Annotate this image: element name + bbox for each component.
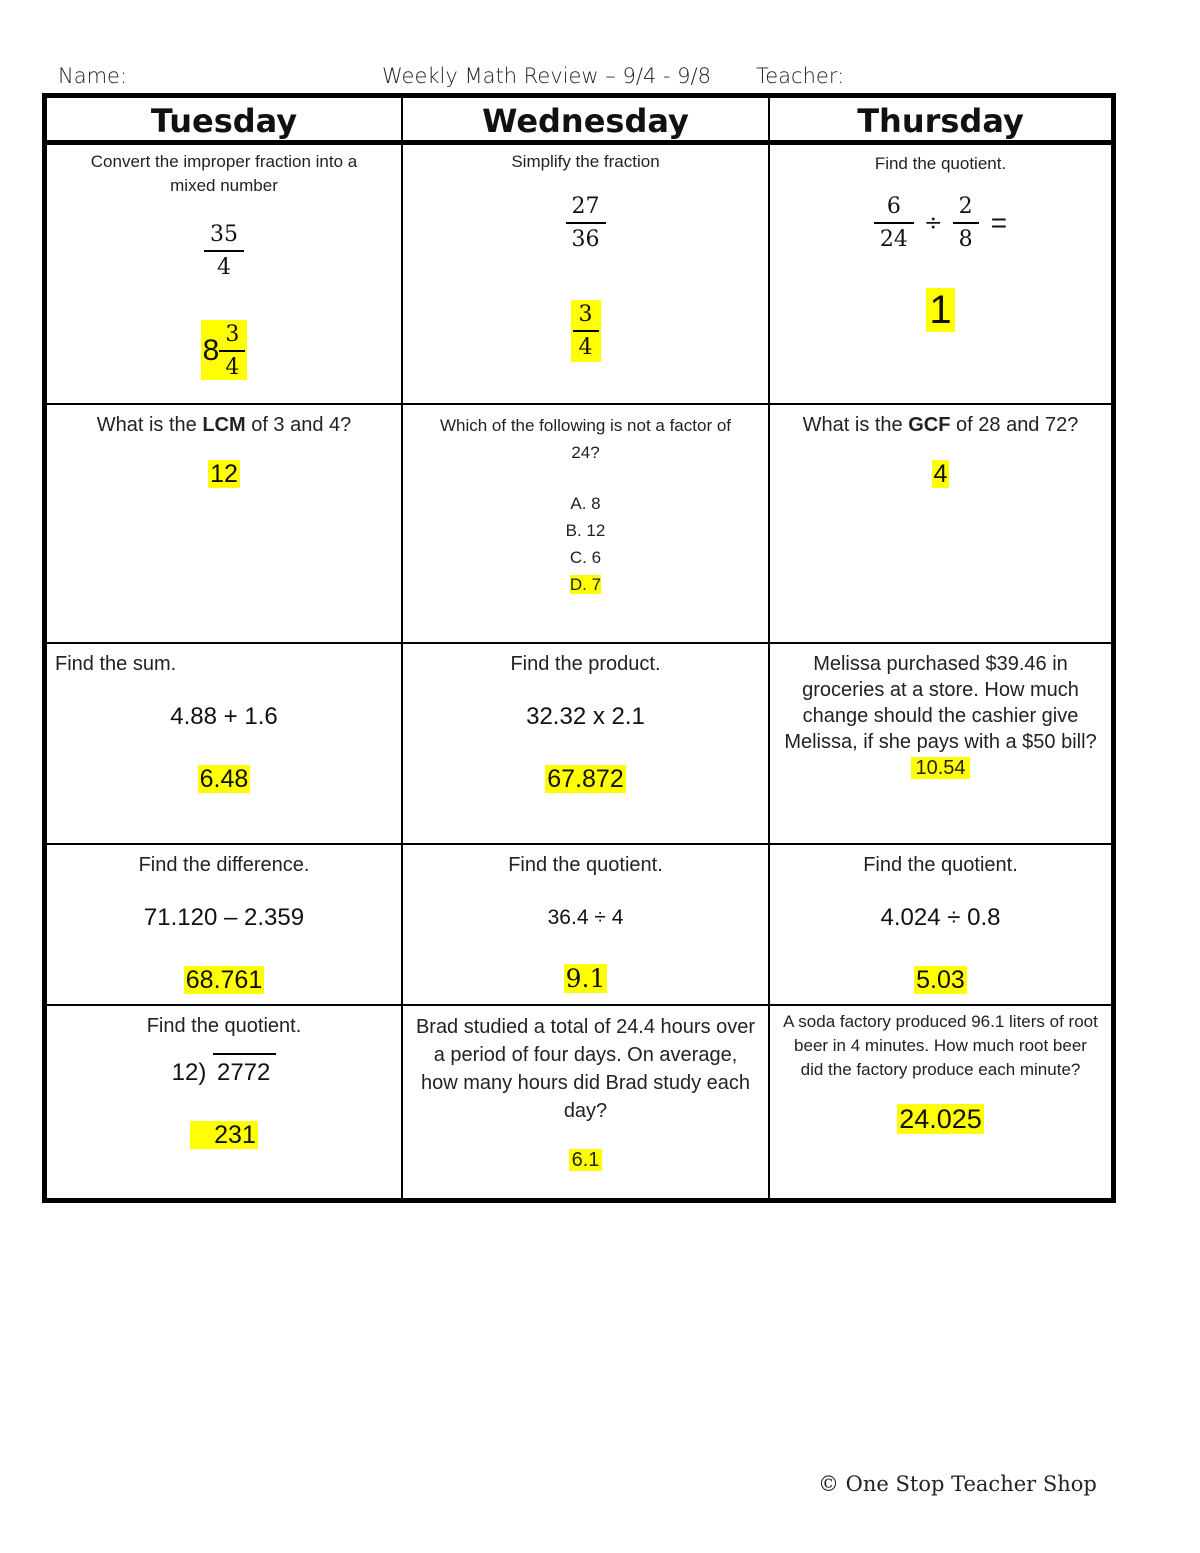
cell-tue-3 (47, 651, 401, 841)
cell-tue-5 (47, 1013, 401, 1198)
answer-options (403, 490, 768, 598)
row-divider (47, 843, 1111, 845)
cell-thu-1 (770, 152, 1111, 402)
day-header-tuesday: Tuesday (150, 102, 298, 140)
answer-fraction: $\frac{3}{4}$ (571, 300, 601, 362)
header-divider (47, 140, 1111, 145)
cell-tue-2 (47, 412, 401, 642)
expression: 4.88 + 1.6 (170, 703, 278, 730)
cell-tue-4 (47, 852, 401, 1002)
worksheet-title: Weekly Math Review – 9/4 - 9/8 (382, 64, 711, 88)
divisor: 12 (171, 1059, 199, 1086)
day-header-wednesday: Wednesday (482, 102, 689, 140)
name-label: Name: (58, 64, 128, 88)
answer: 9.1 (565, 964, 606, 993)
copyright-footer: © One Stop Teacher Shop (818, 1472, 1097, 1496)
row-divider (47, 403, 1111, 405)
question-prompt: Brad studied a total of 24.4 hours over a period of four days. On average, how many hours did Brad study each day? (415, 1016, 756, 1122)
answer: 6.1 (569, 1149, 603, 1171)
answer: 12 (210, 460, 238, 488)
question-prompt: What is the LCM of 3 and 4? (96, 414, 352, 436)
question-prompt: Find the quotient. (874, 154, 1007, 173)
answer: 1 (926, 288, 954, 332)
option-a: A. 8 (570, 494, 601, 513)
answer: 6.48 (199, 765, 249, 793)
division-expression: $\frac{6}{24}$ ÷ $\frac{2}{8}$ = (770, 194, 1111, 252)
expression: 36.4 ÷ 4 (547, 906, 624, 929)
option-c: C. 6 (569, 548, 602, 567)
answer: 5.03 (916, 966, 965, 994)
question-prompt: Melissa purchased $39.46 in groceries at a store. How much change should the cashier give Melissa, if she pays with a $50 bill? (784, 653, 1097, 753)
improper-fraction: $\frac{35}{4}$ (204, 222, 244, 280)
answer: 24.025 (899, 1104, 982, 1134)
row-divider (47, 1004, 1111, 1006)
question-prompt: A soda factory produced 96.1 liters of root beer in 4 minutes. How much root beer did the factory produce each minute? (783, 1012, 1098, 1079)
cell-wed-4 (403, 852, 768, 1002)
question-prompt: Find the quotient. (863, 854, 1018, 876)
cell-wed-3 (403, 651, 768, 841)
cell-thu-5 (770, 1010, 1111, 1198)
cell-wed-2 (403, 412, 768, 642)
answer: 68.761 (185, 966, 263, 994)
long-division: 12) 2772 (47, 1059, 401, 1087)
question-prompt: What is the GCF of 28 and 72? (802, 414, 1079, 436)
answer: 4 (933, 460, 948, 488)
expression: 71.120 – 2.359 (143, 904, 305, 931)
expression: 32.32 x 2.1 (526, 703, 645, 730)
question-prompt: Find the quotient. (146, 1015, 302, 1037)
option-b: B. 12 (565, 521, 606, 540)
question-prompt: Which of the following is not a factor of 24? (439, 416, 732, 462)
expression: 4.024 ÷ 0.8 (880, 904, 1001, 931)
day-header-thursday: Thursday (857, 102, 1024, 140)
row-divider (47, 642, 1111, 644)
answer: 231 (190, 1121, 258, 1149)
answer: 67.872 (547, 765, 624, 793)
question-prompt: Find the sum. (55, 653, 177, 675)
cell-thu-4 (770, 852, 1111, 1002)
cell-thu-3 (770, 651, 1111, 841)
question-prompt: Convert the improper fraction into a mixed number (90, 152, 358, 195)
teacher-label: Teacher: (756, 64, 845, 88)
answer-mixed-number: 8 $\frac{3}{4}$ (201, 320, 248, 380)
option-d-correct: D. 7 (569, 575, 602, 594)
question-prompt: Find the quotient. (508, 854, 663, 876)
answer: 10.54 (911, 757, 969, 779)
review-grid (42, 93, 1116, 1203)
cell-tue-1 (47, 150, 401, 402)
fraction: $\frac{27}{36}$ (566, 194, 606, 252)
cell-wed-1 (403, 150, 768, 402)
question-prompt: Find the difference. (138, 854, 310, 876)
question-prompt: Simplify the fraction (511, 152, 660, 171)
question-prompt: Find the product. (510, 653, 661, 675)
dividend: 2772 (213, 1053, 276, 1086)
cell-wed-5 (403, 1013, 768, 1198)
cell-thu-2 (770, 412, 1111, 642)
